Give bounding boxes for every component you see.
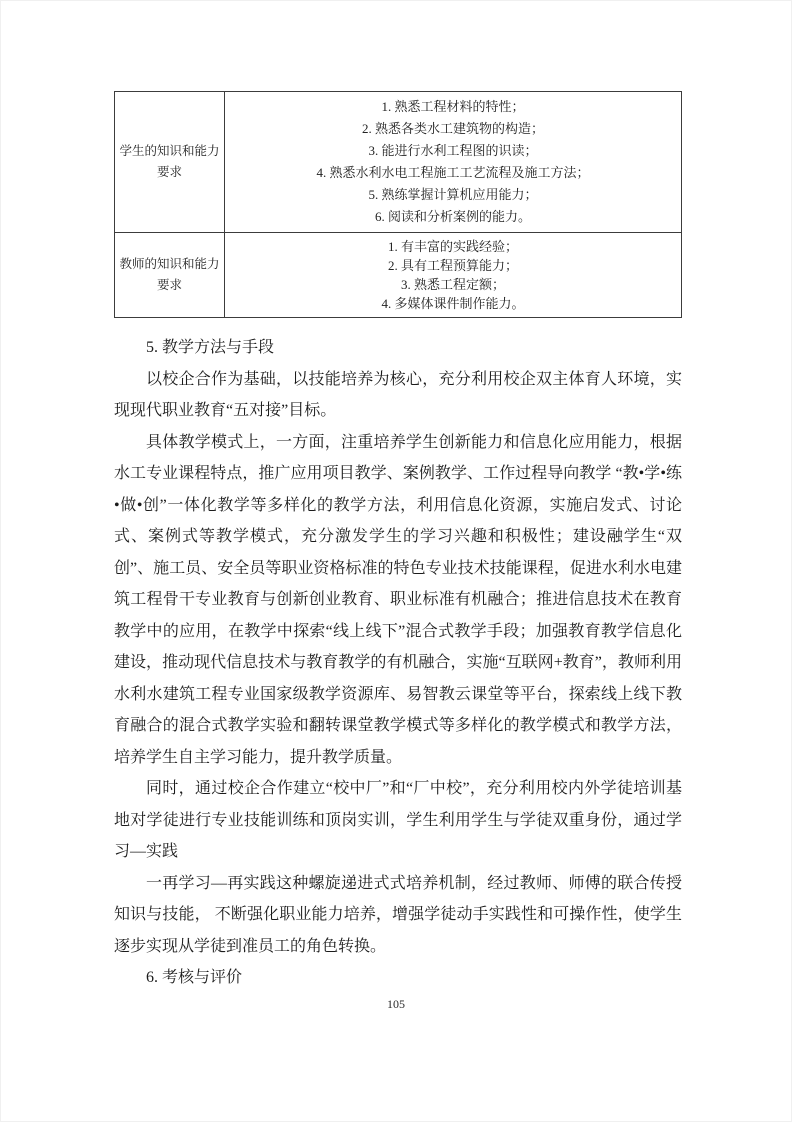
row-header-student-requirements: 学生的知识和能力要求 [115,92,225,233]
list-item: 6. 阅读和分析案例的能力。 [374,209,531,224]
list-item: 4. 熟悉水利水电工程施工工艺流程及施工方法； [316,165,590,180]
list-item: 2. 熟悉各类水工建筑物的构造； [361,121,544,136]
teacher-requirements-items [225,233,682,318]
list-item: 2. 具有工程预算能力； [387,258,518,273]
table-row [115,233,682,318]
paragraph: 同时，通过校企合作建立“校中厂”和“厂中校”，充分利用校内外学徒培训基地对学徒进行专业技能训练和顶岗实训，学生利用学生与学徒双重身份，通过学习—实践 [114,780,682,860]
paragraph: 具体教学模式上，一方面，注重培养学生创新能力和信息化应用能力，根据水工专业课程特点，推广应用项目教学、案例教学、工作过程导向教学 “教•学•练•做•创”一体化教学等多样化的教学方法，利用信息化资源，实施启发式、讨论式、案例式等教学模式，充分激发学生的学习兴趣和积极性；建设融学生“双创”、施工员、安全员等职业资格标准的特色专业技术技能课程，促进水利水电建筑工程骨干专业教育与创新创业教育、职业标准有机融合；推进信息技术在教育教学中的应用，在教学中探索“线上线下”混合式教学手段；加强教育教学信息化建设，推动现代信息技术与教育教学的有机融合，实施“互联网+教育”，教师利用水利水建筑工程专业国家级教学资源库、易智教云课堂等平台，探索线上线下教育融合的混合式教学实验和翻转课堂教学模式等多样化的教学模式和教学方法，培养学生自主学习能力，提升教学质量。 [114,433,682,766]
page-number: 105 [387,997,405,1011]
section-heading-teaching-methods: 5. 教学方法与手段 [146,339,275,356]
table-row [115,92,682,233]
student-requirements-items [225,92,682,233]
list-item: 3. 能进行水利工程图的识读； [368,143,538,158]
document-body [114,332,682,994]
requirements-table [114,91,682,318]
list-item: 3. 熟悉工程定额； [400,277,505,292]
list-item: 1. 有丰富的实践经验； [387,239,518,254]
list-item: 4. 多媒体课件制作能力。 [381,296,525,311]
list-item: 1. 熟悉工程材料的特性； [381,99,525,114]
section-heading-assessment: 6. 考核与评价 [146,969,243,986]
paragraph: 以校企合作为基础，以技能培养为核心，充分利用校企双主体育人环境，实现现代职业教育“五对接”目标。 [114,370,682,419]
paragraph: 一再学习—再实践这种螺旋递进式式培养机制，经过教师、师傅的联合传授知识与技能， 不断强化职业能力培养，增强学徒动手实践性和可操作性，使学生逐步实现从学徒到准员工的角色转换。 [114,874,682,955]
list-item: 5. 熟练掌握计算机应用能力； [368,187,538,202]
row-header-teacher-requirements: 教师的知识和能力要求 [115,233,225,318]
